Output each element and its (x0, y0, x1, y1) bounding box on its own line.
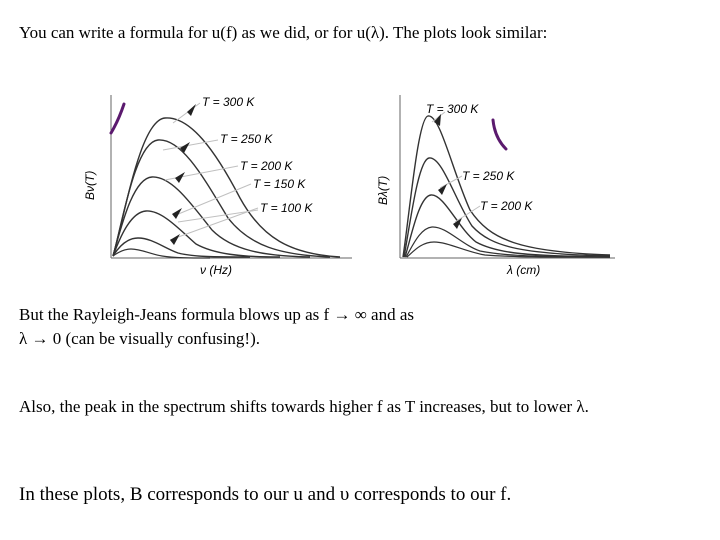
left-label-250k: T = 250 K (220, 132, 273, 146)
left-label-300k: T = 300 K (202, 95, 255, 109)
right-label-250k: T = 250 K (462, 169, 515, 183)
right-arrowheads (434, 114, 462, 229)
right-xlabel: λ (cm) (507, 263, 541, 277)
left-label-150k: T = 150 K (253, 177, 306, 191)
arrow-r-250k (438, 184, 447, 195)
intro-text: You can write a formula for u(f) as we did, or for u(λ). The plots look similar: (19, 23, 548, 42)
left-annotation-stroke (111, 104, 124, 133)
left-curve-50k (113, 249, 210, 258)
arrow-200k (175, 172, 185, 183)
arrow-300k (187, 104, 196, 116)
left-label-100k: T = 100 K (260, 201, 313, 215)
right-label-200k: T = 200 K (480, 199, 533, 213)
peak-shift-text: Also, the peak in the spectrum shifts towards higher f as T increases, but to lower λ. (19, 397, 589, 416)
right-ylabel: Bλ(T) (376, 175, 390, 205)
right-curve-300k (403, 116, 610, 257)
arrow-100k (170, 234, 180, 245)
rj-text-line2: λ → 0 (can be visually confusing!). (19, 329, 260, 348)
right-plot (376, 95, 615, 277)
left-xlabel: ν (Hz) (200, 263, 232, 277)
notation-text: In these plots, B corresponds to our u and υ corresponds to our f. (19, 484, 512, 505)
left-ylabel: Bν(T) (83, 170, 97, 200)
right-annotation-stroke (493, 120, 506, 149)
arrow-r-200k (453, 218, 462, 229)
right-label-300k: T = 300 K (426, 102, 479, 116)
left-plot (83, 95, 352, 277)
left-label-200k: T = 200 K (240, 159, 293, 173)
rj-text-line1: But the Rayleigh-Jeans formula blows up as f → ∞ and as (19, 305, 415, 324)
